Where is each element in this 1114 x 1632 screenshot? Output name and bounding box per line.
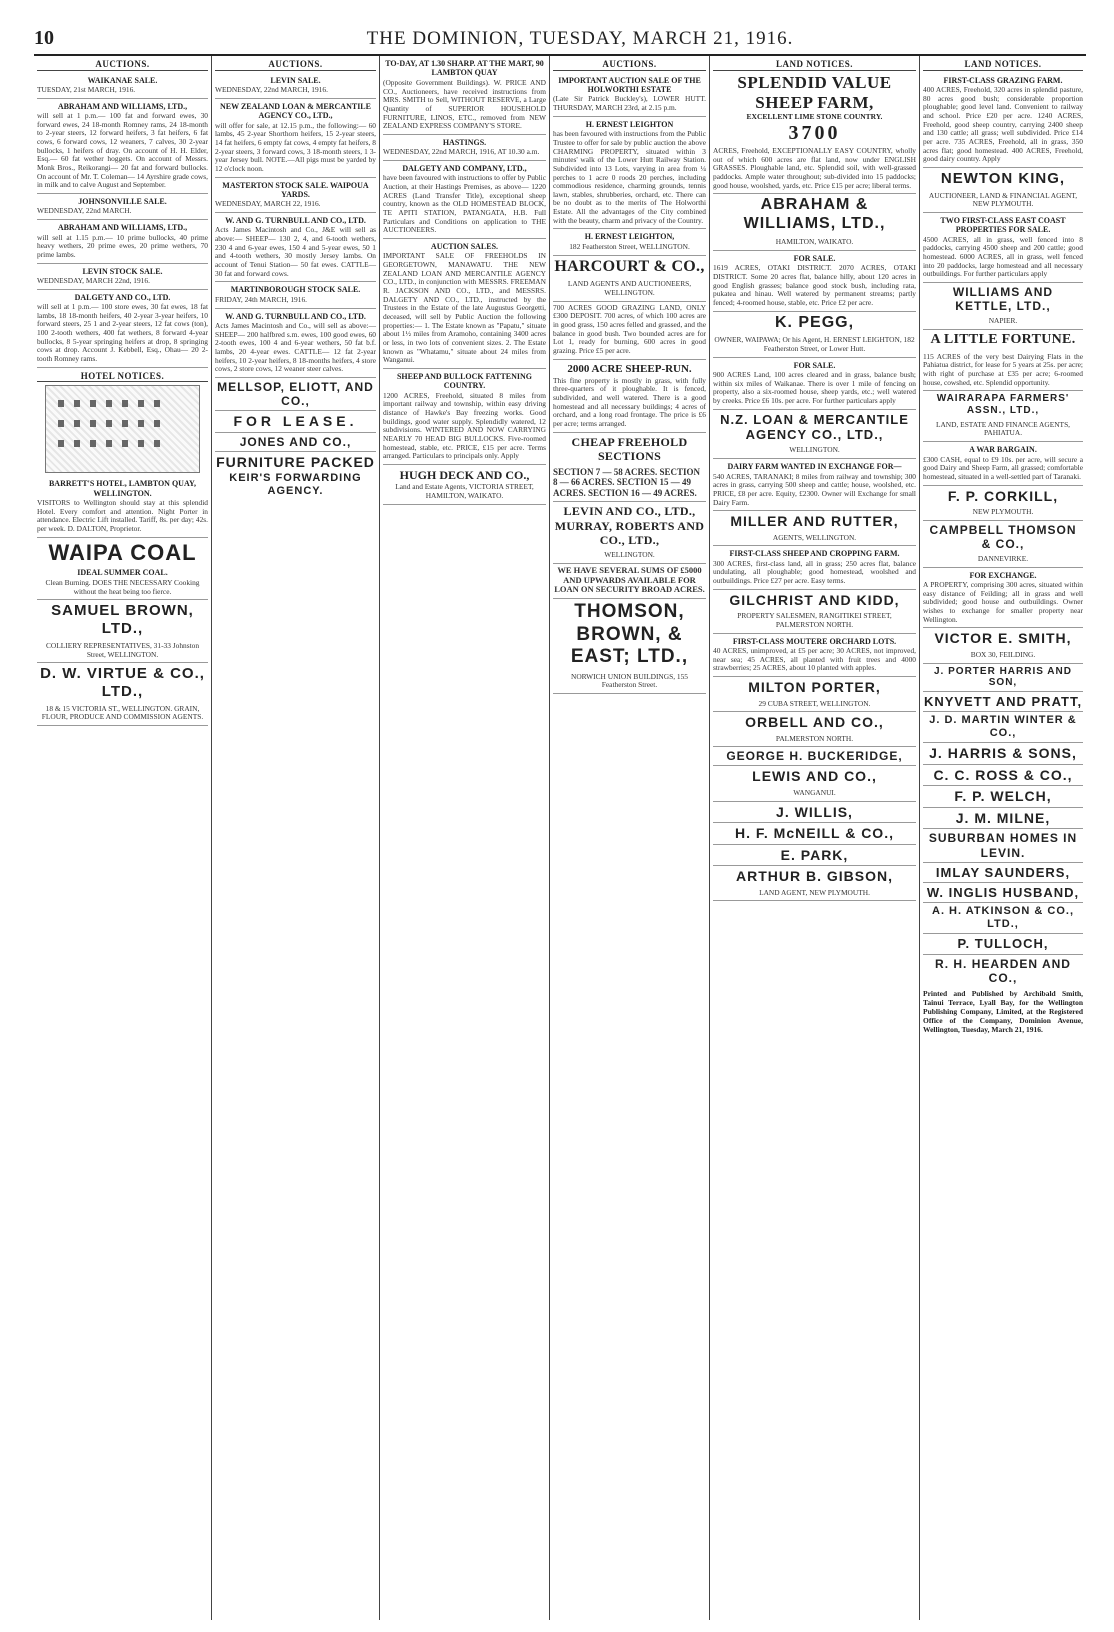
ad-block (215, 99, 376, 178)
gibson-heading: ARTHUR B. GIBSON, (736, 868, 893, 885)
ad-block (553, 229, 706, 255)
ad-heading: FIRST-CLASS SHEEP AND CROPPING FARM. (729, 549, 900, 559)
ad-block (923, 190, 1083, 213)
samuel-brown-heading: SAMUEL BROWN, LTD., (51, 602, 194, 638)
ad-body: WEDNESDAY, 22nd MARCH, 1916, AT 10.30 a.m. (383, 147, 540, 157)
ad-heading: TO-DAY, AT 1.30 SHARP. AT THE MART, 90 LAMBTON QUAY (385, 59, 544, 78)
ad-heading: IMPORTANT AUCTION SALE OF THE HOLWORTHI ESTATE (558, 75, 701, 95)
page-number: 10 (34, 27, 54, 49)
ad-heading: AUCTION SALES. (430, 241, 499, 251)
hotel-illustration (45, 385, 200, 473)
levin-ad (553, 549, 706, 564)
ad-block (713, 334, 916, 357)
section-heading: AUCTIONS. (37, 59, 208, 71)
ad-body: BOX 30, FEILDING. (970, 649, 1036, 659)
ross-heading: C. C. ROSS & CO., (933, 766, 1073, 783)
waipa-coal-heading: WAIPA COAL (48, 539, 197, 565)
ad-body: 182 Featherston Street, WELLINGTON. (569, 241, 690, 251)
virtue-heading: D. W. VIRTUE & CO., LTD., (40, 665, 205, 700)
ad-block (923, 213, 1083, 283)
ad-body: ACRES, Freehold, EXCEPTIONALLY EASY COUNTRY, wholly out of which 600 acres are flat land, now under ENGLISH GRASSES. Ploughable land, etc. Splendid soil, with well-grassed paddocks. Ample water throughout; sub-divided into 15 paddocks; good house, woolshed, yards, etc. Price £15 per acre; liberal terms. (713, 146, 916, 190)
hotel-name: BARRETT'S HOTEL, LAMBTON QUAY, WELLINGTON. (48, 479, 197, 498)
ad-body: have been favoured with instructions to offer by Public Auction, at their Hastings Premises, as above— 1220 ACRES (Land Transfer Title), exceptional sheep country, known as the OLD HOMESTEAD BLOCK, TE APITI STATION, PATANGATA, H.B. Full Particulars and Conditions on application to THE AUCTIONEERS. (383, 173, 546, 235)
ad-block (383, 56, 546, 135)
money-ad (553, 564, 706, 600)
knyvett-heading: KNYVETT AND PRATT, (923, 694, 1083, 710)
ad-body: AGENTS, WELLINGTON. (772, 532, 857, 542)
ad-body: TUESDAY, 21st MARCH, 1916. (37, 85, 136, 95)
ad-heading: FOR EXCHANGE. (969, 570, 1037, 580)
campbell-heading: CAMPBELL THOMSON & CO., (929, 522, 1077, 551)
mcneill-heading: H. F. McNEILL & CO., (735, 825, 894, 842)
ad-block (37, 99, 208, 194)
ad-body: 700 ACRES GOOD GRAZING LAND, ONLY £300 DEPOSIT. 700 acres, of which 100 acres are in good grass, 150 acres felled and grassed, and the balance in good bush. Two bounded acres are for Lot 1, ready for burning, 600 acres in good grazing. Price £5 per acre. (553, 302, 706, 356)
thomson-text: NORWICH UNION BUILDINGS, 155 Featherston Street. (570, 671, 688, 690)
ad-body: FRIDAY, 24th MARCH, 1916. (215, 294, 307, 304)
coal-text: Clean Burning. DOES THE NECESSARY Cooking without the heat being too fierce. (45, 578, 200, 596)
ad-body: 1619 ACRES, OTAKI DISTRICT. 2070 ACRES, OTAKI DISTRICT. Some 20 acres flat, balance hilly, about 120 acres in good English grasses; balance good stock bush, including rata, pukatea and hinau. Well watered by permanent streams; partly fenced; 4-roomed house, stable, etc. Price £2 per acre. (713, 263, 916, 307)
gibson-text: LAND AGENT, NEW PLYMOUTH. (759, 887, 870, 897)
milton-porter-heading: MILTON PORTER, (748, 678, 881, 695)
ad-block (713, 358, 916, 410)
ad-block (713, 444, 916, 459)
ad-heading: HASTINGS. (442, 137, 487, 147)
ad-block (713, 634, 916, 677)
ad-body: DANNEVIRKE. (977, 554, 1029, 564)
column-2 (212, 56, 380, 1620)
furniture-packed-heading: FURNITURE PACKED (216, 453, 375, 470)
ad-heading: TWO FIRST-CLASS EAST COAST PROPERTIES FOR SALE. (940, 215, 1066, 235)
splendid-value-heading: SPLENDID VALUE SHEEP FARM, (737, 72, 892, 112)
thomson-ad (553, 671, 706, 694)
column-4 (550, 56, 710, 1620)
ad-body: has been favoured with instructions from the Public Trustee to offer for sale by public auction the above CHARMING PROPERTY, situated within 3 minutes' walk of the Lower Hutt Railway Station. Subdivided into 13 Lots, varying in area from ¼ perches to 1 acre 0 roods 20 perches, including commodious residence, charming grounds, tennis lawn, stables, shrubberies, orchard, etc. There can be no doubt as to the merits of The Holworthi Estate. All the advantages of the City combined with the beauty, charm and privacy of the Country. (553, 129, 706, 225)
ad-body: Acts James Macintosh and Co., will sell as above:— SHEEP— 200 halfbred s.m. ewes, 100 good ewes, 60 2-tooth ewes, 100 4 and 6-year wethers, 50 fat b.f. lambs, 20 4-year ewes. CATTLE— 12 fat 2-year heifers, 10 2-year heifers, 8 18-months heifers, 4 store cows, 2 store cows, 12 weaner steer calves. (215, 320, 376, 374)
ad-block (215, 73, 376, 99)
ad-block (923, 649, 1083, 664)
corkill-heading: F. P. CORKILL, (947, 487, 1059, 504)
orbell-heading: ORBELL AND CO., (745, 714, 884, 731)
ad-block (713, 236, 916, 251)
harcourt-heading: HARCOURT & CO., (554, 257, 705, 275)
ad-body: will sell at 1 p.m.— 100 store ewes, 30 fat ewes, 18 fat lambs, 18 18-month heifers, 40 2-year 3-year heifers, 10 forward steers, 25 1 and 2-year steers, 12 fat cows (ton), 100 2-tooth wethers, 400 fat wethers, 8 forward 4-year bullocks, 8 5-year springing heifers at drop, 8 springing cows at drop. Account J. Kebbell, Esq., Ohau— 20 2-tooth Romney rams. (37, 302, 208, 364)
inglis-heading: W. INGLIS HUSBAND, (926, 885, 1080, 901)
ad-heading: W. AND G. TURNBULL AND CO., LTD. (225, 311, 366, 321)
ad-heading: ABRAHAM AND WILLIAMS, LTD., (57, 101, 188, 111)
victor-smith-heading: VICTOR E. SMITH, (934, 630, 1072, 647)
park-heading: E. PARK, (780, 846, 849, 863)
ad-body: 1200 ACRES, Freehold, situated 8 miles from important railway and township, within easy driving distance of Hawke's Bay freezing works. Good buildings, good water supply. Splendidly watered, 12 subdivisions. WINTERED AND NOW CARRYING NEARLY 70 HEAD BIG BULLOCKS. Five-roomed homestead, stable, etc. PRICE, £15 per acre. Terms arranged. Particulars to principals only. Apply (383, 390, 546, 461)
ad-block (713, 532, 916, 547)
porter-harris-heading: J. PORTER HARRIS AND SON, (934, 665, 1072, 689)
gilchrist-heading: GILCHRIST AND KIDD, (729, 591, 900, 608)
ad-heading: FOR SALE. (793, 360, 836, 370)
ad-block (553, 73, 706, 117)
ad-block (713, 145, 916, 194)
ad-heading: MASTERTON STOCK SALE. WAIPOUA YARDS. (222, 180, 369, 199)
ad-body: NAPIER. (988, 316, 1018, 326)
williams-kettle-heading: WILLIAMS AND KETTLE, LTD., (952, 285, 1054, 314)
ad-body: PROPERTY SALESMEN, RANGITIKEI STREET, PALMERSTON NORTH. (737, 611, 892, 629)
section-heading: LAND NOTICES. (923, 59, 1083, 71)
ad-heading: FIRST-CLASS GRAZING FARM. (943, 75, 1063, 85)
lewis-heading: LEWIS AND CO., (752, 768, 877, 785)
virtue-text: 18 & 15 VICTORIA ST., WELLINGTON. GRAIN, FLOUR, PRODUCE AND COMMISSION AGENTS. (41, 703, 204, 722)
ad-block (553, 302, 706, 360)
ad-body: WEDNESDAY, MARCH 22nd, 1916. (37, 275, 150, 285)
newspaper-page (34, 0, 1086, 1632)
ad-block (215, 178, 376, 214)
splendid-sub: EXCELLENT LIME STONE COUNTRY. (746, 111, 883, 121)
column-3 (380, 56, 550, 1620)
ad-block (383, 135, 546, 161)
ad-heading: H. ERNEST LEIGHTON (585, 119, 674, 129)
samuel-text: COLLIERY REPRESENTATIVES, 31-33 Johnston Street, WELLINGTON. (45, 640, 200, 659)
ad-body: will sell at 1 p.m.— 100 fat and forward ewes, 30 forward ewes, 24 18-month Romney rams, 24 18-month to 2-year steers, 12 forward heifers, 3 fat heifers, 6 fat cows, 6 forward cows, 12 weaners, 7 calves, 30 2-year bullocks, 1 heifers of dray. On account of H. H. Elder, Esq.— 60 fat wether hoggets. On account of Messrs. Monk Bros., Reikorangi— 20 fat and forward bullocks. On account of Mr. T. Coleman— 14 Ayrshire grade cows, in milk and to calve August and September. (37, 111, 208, 190)
ad-body: Land and Estate Agents, VICTORIA STREET, HAMILTON, WAIKATO. (395, 482, 534, 500)
printer-imprint: Printed and Published by Archibald Smith, Tainui Terrace, Lyall Bay, for the Wellington Publishing Company, Limited, at the Registered Office of the Company, Dominion Avenue, Wellington, Tuesday, March 21, 1916. (923, 989, 1083, 1035)
ad-body: 900 ACRES Land, 100 acres cleared and in grass, balance bush; within six miles of Waikanae. There is over 1 mile of fencing on property, also a six-roomed house, sheep yards, etc.; well watered by creeks. Price £6 10s. per acre. For further particulars apply (713, 370, 916, 406)
ad-block (553, 117, 706, 230)
columns (34, 56, 1086, 1620)
ad-body: 29 CUBA STREET, WELLINGTON. (758, 698, 871, 708)
nz-loan-heading: N.Z. LOAN & MERCANTILE AGENCY CO., LTD., (720, 411, 909, 443)
ad-block (383, 239, 546, 369)
martin-winter-heading: J. D. MARTIN WINTER & CO., (929, 714, 1077, 740)
ad-heading: JOHNSONVILLE SALE. (78, 197, 167, 207)
ad-heading: FIRST-CLASS MOUTERE ORCHARD LOTS. (732, 636, 897, 646)
pegg-heading: K. PEGG, (774, 313, 855, 331)
hotel-ad (37, 476, 208, 538)
ad-body: IMPORTANT SALE OF FREEHOLDS IN GEORGETOWN, MANAWATU. THE NEW ZEALAND LOAN AND MERCANTILE AGENCY CO., LTD., in conjunction with MESSRS. FREEMAN R. JACKSON AND CO., LTD., and MESSRS. DALGETY AND CO., LTD., instructed by the Trustees in the Estate of the late Augustus Georgetti, deceased, will sell by Public Auction the following properties:— 1. The Estate known as "Papatu," situate about 1½ miles from Aramoho, containing 3400 acres or less, in two lots of convenient sizes. 2. The Estate known as "Whatamu," situate about 24 miles from Wanganui. (383, 251, 546, 365)
ad-body: will sell at 1.15 p.m.— 10 prime bullocks, 40 prime heavy wethers, 20 prime ewes, 20 prime wethers, 70 prime lambs. (37, 232, 208, 259)
cheap-sections-heading: CHEAP FREEHOLD SECTIONS (571, 434, 688, 463)
ad-heading: DALGETY AND CO., LTD. (74, 292, 171, 302)
ad-body: £300 CASH, equal to £9 10s. per acre, will secure a good Dairy and Sheep Farm, all grassed; comfortable homestead, situated in a well-settled part of Taranaki. (923, 454, 1083, 481)
section-heading: AUCTIONS. (215, 59, 376, 71)
ad-block (923, 73, 1083, 168)
acreage-figure: 3700 (788, 121, 841, 144)
ad-body: WEDNESDAY, 22nd MARCH, 1916. (215, 85, 328, 95)
coal-ad (37, 577, 208, 600)
ad-block (37, 194, 208, 220)
coal-subheading: IDEAL SUMMER COAL. (77, 567, 168, 577)
section-heading: LAND NOTICES. (713, 59, 916, 71)
harcourt-ad (553, 278, 706, 301)
sections-list: SECTION 7 — 58 ACRES. SECTION 8 — 66 ACRES. SECTION 15 — 49 ACRES. SECTION 16 — 49 ACRES. (553, 466, 701, 498)
ad-block (383, 161, 546, 239)
ad-block (37, 220, 208, 263)
ad-block (923, 442, 1083, 485)
milne-heading: J. M. MILNE, (955, 809, 1051, 826)
lewis-ad (713, 787, 916, 802)
hotel-notices-heading: HOTEL NOTICES. (37, 371, 208, 383)
ad-block (383, 465, 546, 504)
ad-body: WEDNESDAY, 22nd MARCH. (37, 206, 132, 216)
ad-heading: W. AND G. TURNBULL AND CO., LTD. (225, 216, 366, 226)
ad-block (383, 369, 546, 465)
imlay-heading: IMLAY SAUNDERS, (935, 864, 1071, 880)
ad-body: 300 ACRES, first-class land, all in grass; 250 acres flat, balance undulating, all ploughable; good homestead, woolshed and outbuildings. Price £27 per acre. Easy terms. (713, 558, 916, 586)
ad-heading: MARTINBOROUGH STOCK SALE. (230, 285, 361, 295)
column-5 (710, 56, 920, 1620)
ad-block (37, 290, 208, 368)
ad-block (713, 546, 916, 589)
ad-heading: DAIRY FARM WANTED IN EXCHANGE FOR— (727, 462, 902, 472)
ad-body: LAND, ESTATE AND FINANCE AGENTS, PAHIATUA. (935, 419, 1071, 438)
levin-co-heading: LEVIN AND CO., LTD., MURRAY, ROBERTS AND CO., LTD., (554, 504, 705, 547)
ad-body: NEW PLYMOUTH. (972, 507, 1034, 517)
ad-heading: FOR SALE. (793, 253, 836, 263)
ad-heading: H. ERNEST LEIGHTON, (584, 232, 675, 242)
ad-body: AUCTIONEER, LAND & FINANCIAL AGENT, NEW PLYMOUTH. (928, 190, 1078, 209)
ad-body: A PROPERTY, comprising 300 acres, situated within easy distance of Feilding; all in grass and well subdivided; good house and outbuildings. Owner wishes to exchange for smaller property near Wellington. (923, 580, 1083, 624)
ad-body: WELLINGTON. (789, 445, 840, 455)
ad-block (713, 610, 916, 633)
ad-body: LAND AGENTS AND AUCTIONEERS, WELLINGTON. (567, 279, 692, 298)
virtue-ad (37, 703, 208, 726)
orbell-ad (713, 733, 916, 748)
abraham-williams-heading: ABRAHAM & WILLIAMS, LTD., (743, 196, 886, 233)
ad-body: 115 ACRES of the very best Dairying Flats in the Pahiatua district, for lease for 5 years at 25s. per acre; with right of purchase at £35 per acre; 6-roomed house, cowshed, etc. Splendid opportunity. (923, 351, 1083, 387)
ad-block (713, 251, 916, 312)
ad-body: 40 ACRES, unimproved, at £5 per acre; 30 ACRES, not improved, near sea; 45 ACRES, all planted with fruit trees and 4000 strawberries; 25 ACRES, about 10 planted with apples. (713, 646, 916, 673)
ad-block (215, 213, 376, 282)
keir-heading: KEIR'S FORWARDING AGENCY. (229, 472, 362, 498)
masthead (34, 0, 1086, 56)
ad-block (713, 698, 916, 713)
lewis-text: WANGANUI. (793, 788, 836, 797)
ad-body: 540 ACRES, TARANAKI; 8 miles from railway and township; 300 acres in grass, carrying 500 sheep and cattle; house, woolshed, etc. PRICE, £8 per acre. Equity, £2300. Owner will Exchange for small Dairy Farm. (713, 471, 916, 507)
ad-heading: 2000 ACRE SHEEP-RUN. (567, 362, 692, 375)
ad-body: HAMILTON, WAIKATO. (775, 237, 854, 247)
wairarapa-heading: WAIRARAPA FARMERS' ASSN., LTD., (936, 393, 1070, 417)
hearden-heading: R. H. HEARDEN AND CO., (935, 956, 1071, 985)
ad-body: OWNER, WAIPAWA; Or his Agent, H. ERNEST LEIGHTON, 182 Featherston Street, or Lower Hutt. (714, 335, 915, 354)
column-1 (34, 56, 212, 1620)
section-heading: AUCTIONS. (553, 59, 706, 71)
ad-body: 400 ACRES, Freehold, 320 acres in splendid pasture, 80 acres good bush; considerable proportion ploughable; good level land. Convenient to railway and school. Price £20 per acre. 1240 ACRES, Freehold, good sheep country, carrying 2400 sheep and 130 cattle; all grass; well subdivided. Price £14 per acre. 735 ACRES, Freehold, all in grass, 350 acres flat; good homestead. 400 ACRES, Freehold, good dairy country. Apply (923, 85, 1083, 164)
ad-body: This fine property is mostly in grass, with fully three-quarters of it ploughable. It is fenced, subdivided, and well watered. There is a good homestead and all necessary buildings; 4 acres of orchard, and a long road frontage. The price is £6 per acre; terms arranged. (553, 375, 706, 428)
willis-heading: J. WILLIS, (776, 803, 853, 820)
jharris-heading: J. HARRIS & SONS, (929, 745, 1077, 762)
ad-body: 4500 ACRES, all in grass, well fenced into 8 paddocks, carrying 4500 sheep and 200 cattle; good homestead. 6000 ACRES, all in grass, well fenced into 20 paddocks, large homestead and all necessary outbuildings. For further particulars apply (923, 234, 1083, 279)
ad-block (923, 553, 1083, 568)
ad-body: Acts James Macintosh and Co., J&E will sell as above:— SHEEP— 130 2, 4, and 6-tooth wethers, 230 4 and 6-year ewes, 150 4 and 5-year ewes, 50 1 and 4-tooth wethers, 30 mostly Jersey lambs. On account of Tenui Station— 50 fat ewes. CATTLE— 30 fat and forward cows. (215, 225, 376, 278)
ad-heading: LEVIN STOCK SALE. (82, 266, 163, 276)
ad-block (923, 351, 1083, 392)
hotel-text: VISITORS to Wellington should stay at this splendid Hotel. Every comfort and attention. Night Porter in attendance. Electric Lift installed. Tariff, 8s. per day; 42s. per week. D. DALTON, Proprietor. (37, 498, 208, 534)
orbell-text: PALMERSTON NORTH. (775, 733, 854, 743)
ad-heading: A WAR BARGAIN. (969, 445, 1037, 455)
page-title: THE DOMINION, TUESDAY, MARCH 21, 1916. (366, 28, 794, 49)
for-lease-heading: FOR LEASE. (233, 413, 358, 430)
ad-block (215, 282, 376, 308)
tulloch-heading: P. TULLOCH, (957, 936, 1049, 952)
buckeridge-heading: GEORGE H. BUCKERIDGE, (726, 749, 903, 764)
ad-block (553, 360, 706, 433)
samuel-ad (37, 640, 208, 663)
welch-heading: F. P. WELCH, (954, 788, 1052, 805)
ad-block (37, 264, 208, 290)
thomson-heading: THOMSON, BROWN, & EAST; LTD., (570, 601, 689, 668)
column-6 (920, 56, 1086, 1620)
ad-block (923, 506, 1083, 521)
levin-text: WELLINGTON. (604, 549, 655, 559)
gibson-ad (713, 887, 916, 902)
ad-body: will offer for sale, at 12.15 p.m., the following:— 60 lambs, 45 2-year Shorthorn heifers, 15 2-year steers, 14 fat heifers, 6 empty fat cows, 4 empty fat heifers, 8 2-year steers, 3 forward cows, 3 18-month steers, 1 3-year Jersey bull. NOTE.—All pigs must be yarded by 12 o'clock noon. (215, 120, 376, 173)
ad-heading: WAIKANAE SALE. (87, 75, 158, 85)
ad-body: WEDNESDAY, MARCH 22, 1916. (215, 199, 321, 209)
ad-heading: DALGETY AND COMPANY, LTD., (402, 163, 527, 173)
mellsop-heading: MELLSOP, ELIOTT, AND CO., (217, 379, 374, 409)
ad-block (215, 309, 376, 378)
sections-ad (553, 465, 706, 503)
ad-heading: HUGH DECK AND CO., (399, 468, 530, 483)
jones-heading: JONES AND CO., (239, 434, 352, 449)
ad-heading: ABRAHAM AND WILLIAMS, LTD., (57, 223, 188, 233)
newton-king-heading: NEWTON KING, (940, 169, 1066, 187)
ad-block (923, 419, 1083, 442)
ad-block (37, 73, 208, 99)
little-fortune-heading: A LITTLE FORTUNE. (930, 332, 1076, 348)
ad-body: (Late Sir Patrick Buckley's), LOWER HUTT. THURSDAY, MARCH 23rd, at 2.15 p.m. (553, 94, 706, 113)
atkinson-heading: A. H. ATKINSON & CO., LTD., (932, 905, 1074, 931)
miller-rutter-heading: MILLER AND RUTTER, (730, 513, 899, 530)
ad-block (923, 315, 1083, 330)
ad-block (923, 568, 1083, 629)
suburban-homes-heading: SUBURBAN HOMES IN LEVIN. (928, 831, 1078, 860)
ad-body: (Opposite Government Buildings). W. PRICE AND CO., Auctioneers, have received instructions from MRS. SMITH to Sell, WITHOUT RESERVE, a Large Quantity of SUPERIOR HOUSEHOLD FURNITURE, LINOS, ETC., removed from NEW ZEALAND EXPRESS COMPANY'S STORE. (383, 77, 546, 131)
ad-heading: NEW ZEALAND LOAN & MERCANTILE AGENCY CO., LTD., (220, 101, 371, 121)
ad-block (713, 459, 916, 511)
ad-heading: SHEEP AND BULLOCK FATTENING COUNTRY. (396, 371, 533, 391)
ad-heading: LEVIN SALE. (270, 75, 321, 85)
money-text: WE HAVE SEVERAL SUMS OF £5000 AND UPWARDS AVAILABLE FOR LOAN ON SECURITY BROAD ACRES. (554, 564, 705, 595)
